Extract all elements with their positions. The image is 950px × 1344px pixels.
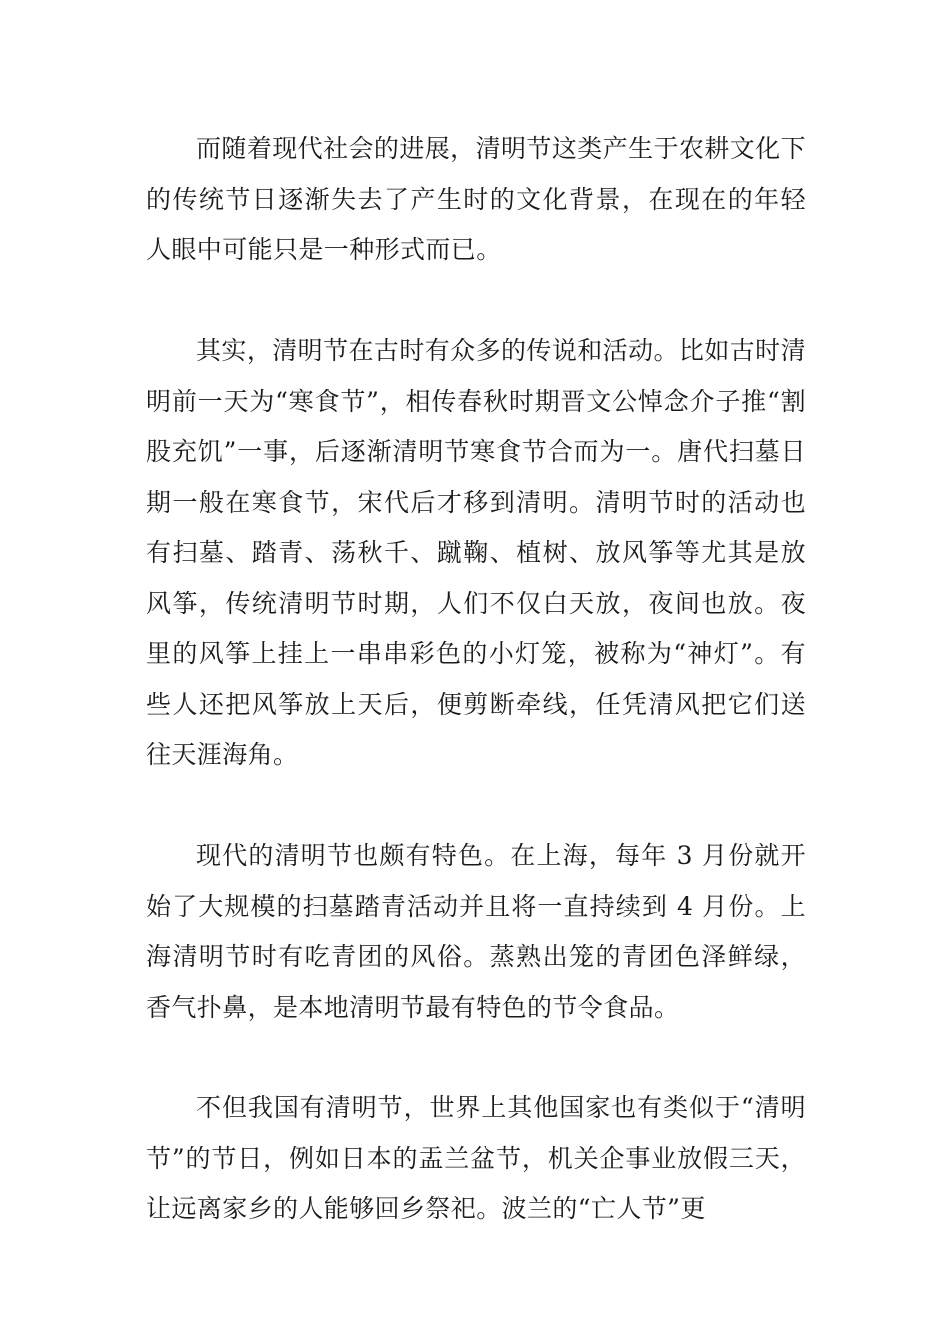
paragraph-modern-decline: 而随着现代社会的进展，清明节这类产生于农耕文化下的传统节日逐渐失去了产生时的文化背景，在现在的年轻人眼中可能只是一种形式而已。 xyxy=(146,134,806,264)
paragraph-shanghai-customs: 现代的清明节也颇有特色。在上海，每年 3 月份就开始了大规模的扫墓踏青活动并且将一直持续到 4 月份。上海清明节时有吃青团的风俗。蒸熟出笼的青团色泽鲜绿，香气扑鼻，是本地清明节最有特色的节令食品。 xyxy=(146,841,806,1022)
paragraph-ancient-customs: 其实，清明节在古时有众多的传说和活动。比如古时清明前一天为“寒食节”，相传春秋时期晋文公悼念介子推“割股充饥”一事，后逐渐清明节寒食节合而为一。唐代扫墓日期一般在寒食节，宋代后才移到清明。清明节时的活动也有扫墓、踏青、荡秋千、蹴鞠、植树、放风筝等尤其是放风筝，传统清明节时期，人们不仅白天放，夜间也放。夜里的风筝上挂上一串串彩色的小灯笼，被称为“神灯”。有些人还把风筝放上天后，便剪断牵线，任凭清风把它们送往天涯海角。 xyxy=(146,336,806,769)
paragraph-foreign-festivals: 不但我国有清明节，世界上其他国家也有类似于“清明节”的节日，例如日本的盂兰盆节，机关企事业放假三天，让远离家乡的人能够回乡祭祀。波兰的“亡人节”更 xyxy=(146,1093,806,1223)
